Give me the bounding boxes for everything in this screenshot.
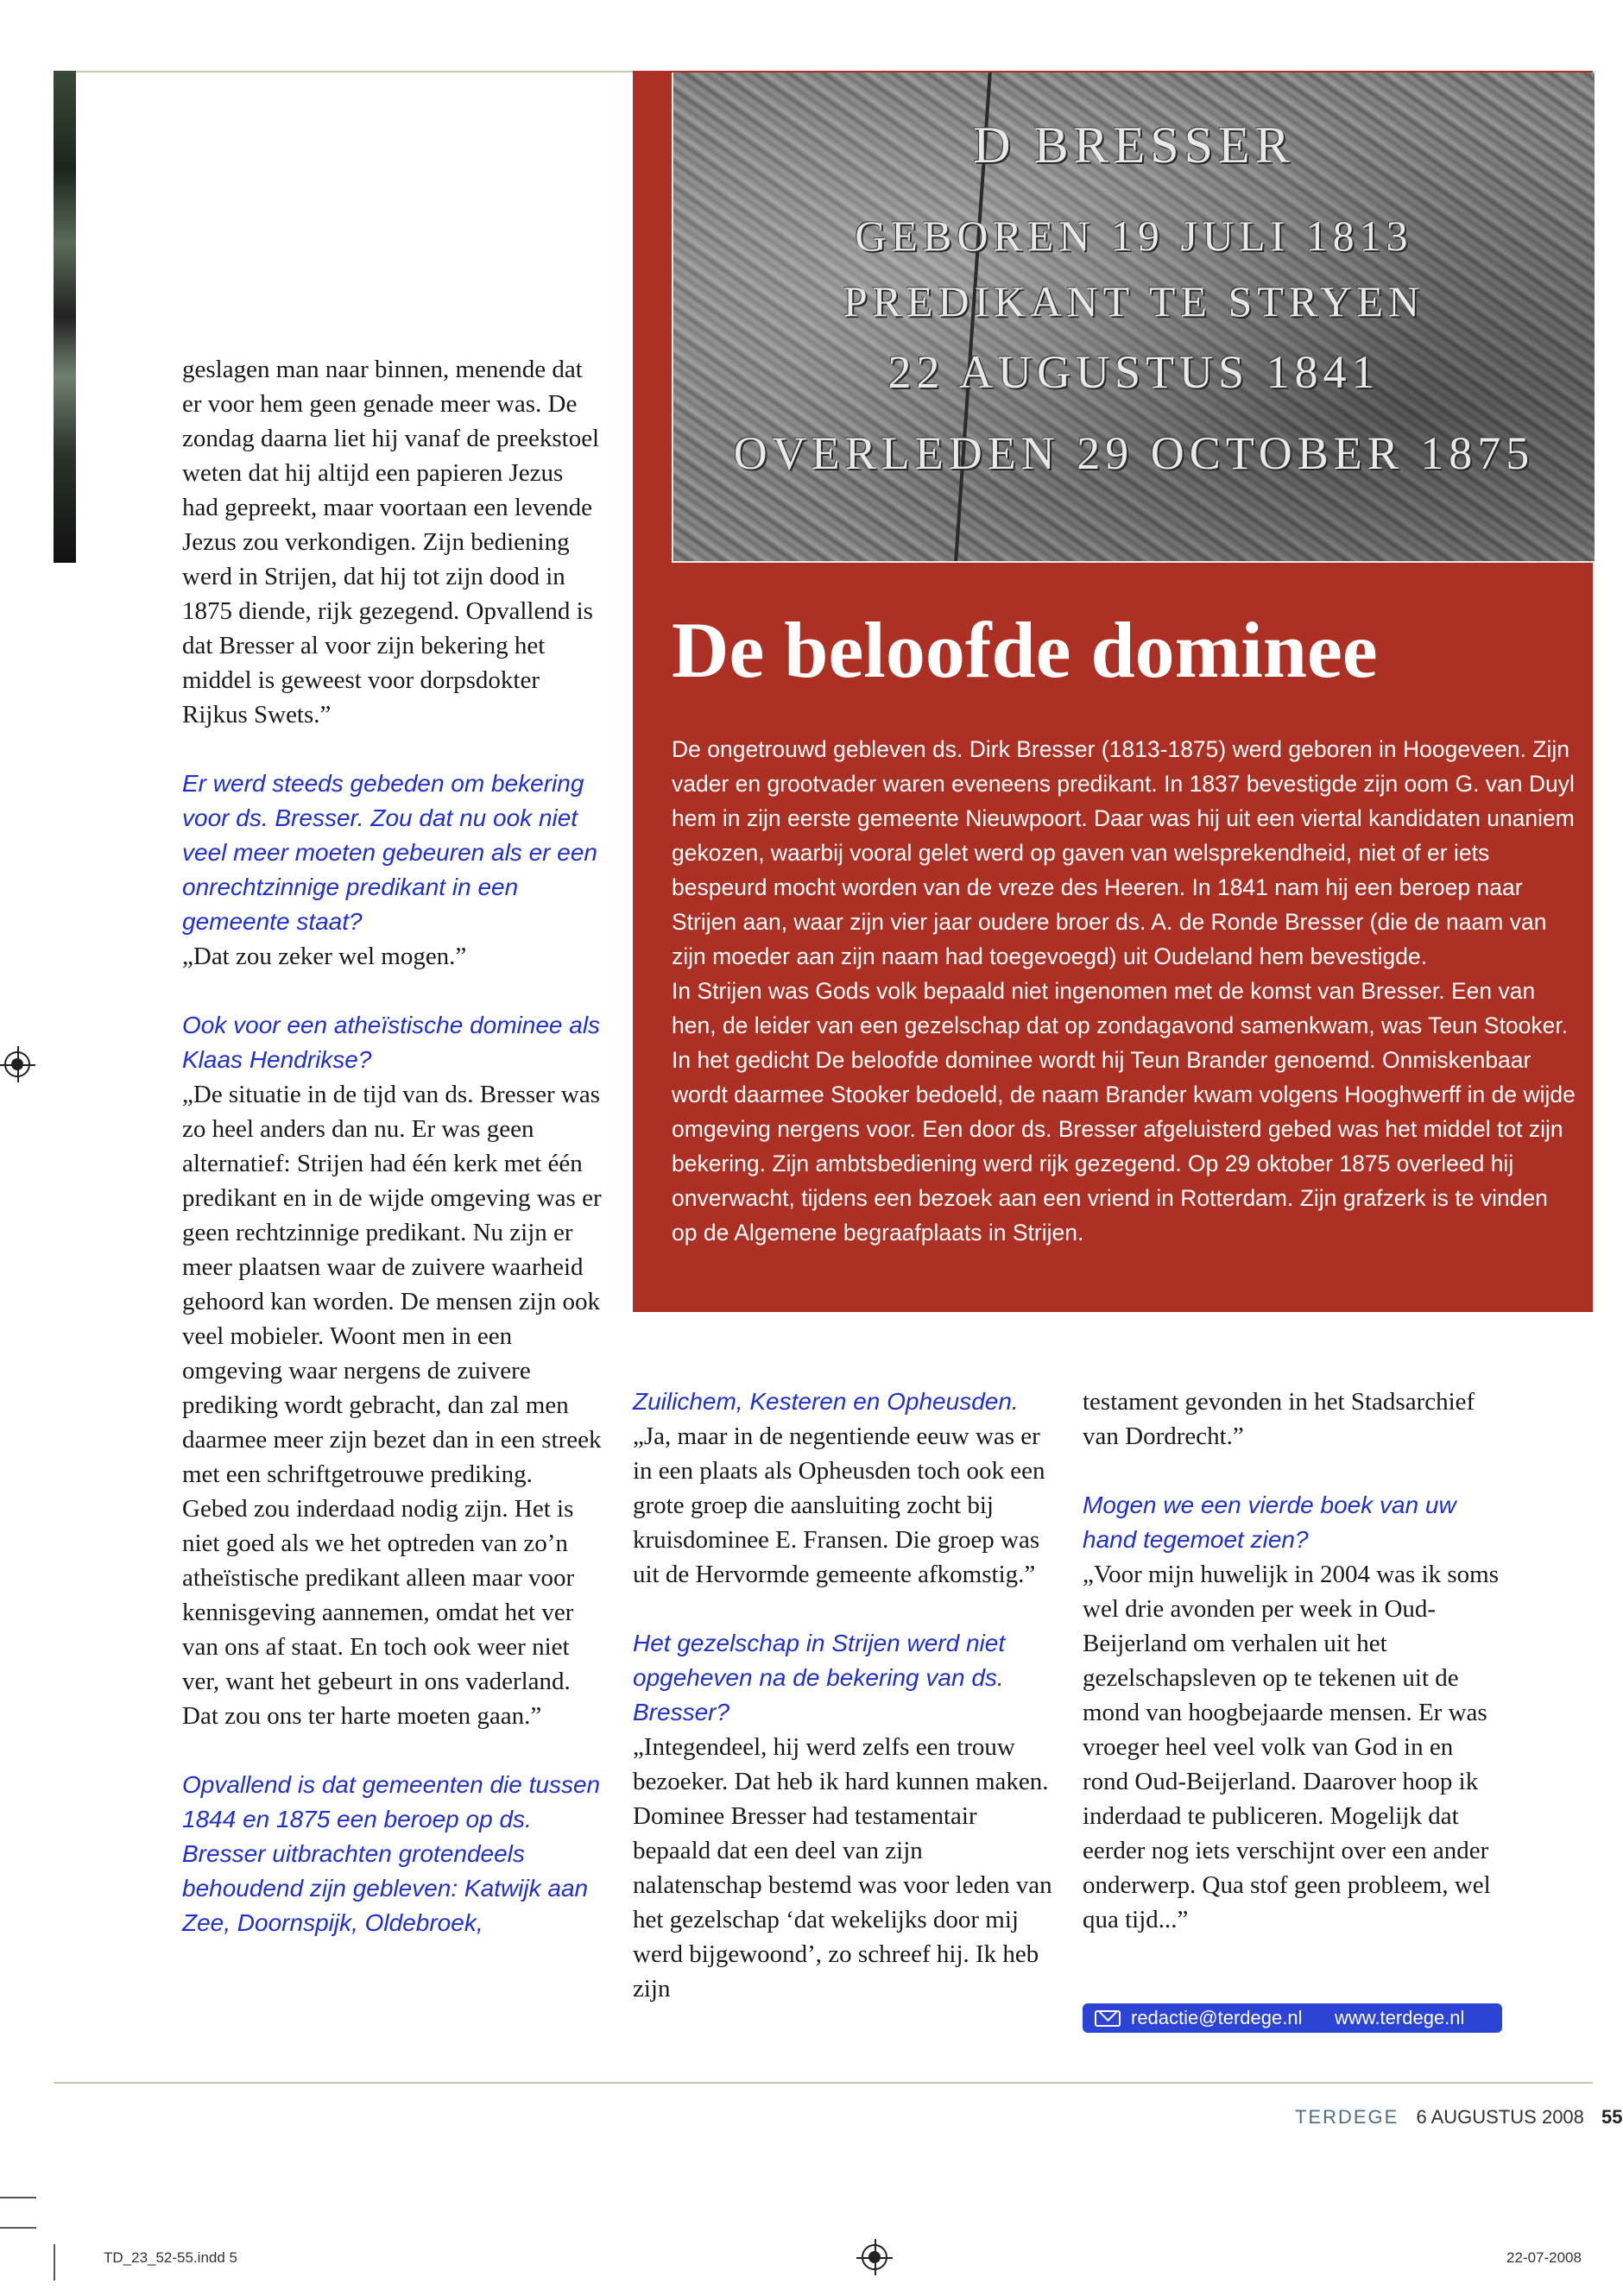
page-footer <box>1295 2106 1623 2129</box>
sidebar-text <box>672 732 1578 1250</box>
question-text: Mogen we een vierde boek van uw hand tegemoet zien? <box>1083 1492 1456 1553</box>
slug-date: 22-07-2008 <box>1506 2249 1582 2266</box>
question-text: Er werd steeds gebeden om bekering voor ds. Bresser. Zou dat nu ook niet veel meer moeten gebeuren als er een onrechtzinnige predikant in een gemeente staat? <box>182 770 597 935</box>
question-text: Zuilichem, Kesteren en Opheusden. <box>633 1388 1019 1415</box>
registration-mark-icon <box>4 1051 30 1077</box>
question-text: Ook voor een atheïstische dominee als Klaas Hendrikse? <box>182 1012 601 1073</box>
answer-text: „De situatie in de tijd van ds. Bresser was zo heel anders dan nu. Er was geen alternatief: Strijen had één kerk met één predikant en in de wijde omgeving was er geen rechtzinnige predikant. Nu zijn er meer plaatsen waar de zuivere waarheid gehoord kan worden. De mensen zijn ook veel mobieler. Woont men in een omgeving waar nergens de zuivere prediking wordt gebracht, dan zal men daarmee meer zijn bezet dan in een streek met een schriftgetrouwe prediking. Gebed zou inderdaad nodig zijn. Het is niet goed als we het optreden van zo’n atheïstische predikant alleen maar voor kennisgeving aannemen, omdat het ver van ons af staat. En toch ook weer niet ver, want het gebeurt in ons vaderland. Dat zou ons ter harte moeten gaan.” <box>182 1081 602 1730</box>
slug-filename: TD_23_52-55.indd 5 <box>104 2249 238 2266</box>
crop-mark <box>54 2244 55 2280</box>
sidebar-paragraph: De ongetrouwd gebleven ds. Dirk Bresser (1813-1875) werd geboren in Hoogeveen. Zijn vader en grootvader waren eveneens predikant. In 1837 bevestigde zijn oom G. van Duyl hem in zijn eerste gemeente Nieuwpoort. Daar was hij uit een viertal kandidaten unaniem gekozen, waarbij vooral gelet werd op gaven van welsprekendheid, niet of er iets bespeurd mocht worden van de vreze des Heeren. In 1841 nam hij een beroep naar Strijen aan, waar zijn vier jaar oudere broer ds. A. de Ronde Bresser (die de naam van zijn moeder aan zijn naam had toegevoegd) uit Oudeland hem bevestigde. <box>672 736 1575 969</box>
crop-mark <box>0 2227 36 2229</box>
sidebar-paragraph: In Strijen was Gods volk bepaald niet ingenomen met de komst van Bresser. Een van hen, de leider van een gezelschap dat op zondagavond samenkwam, was Teun Stooker. In het gedicht De beloofde dominee wordt hij Teun Brander genoemd. Onmiskenbaar wordt daarmee Stooker bedoeld, de naam Brander kwam volgens Hooghwerff in de wijde omgeving nergens voor. Een door ds. Bresser afgeluisterd gebed was het middel tot zijn bekering. Zijn ambtsbediening werd rijk gezegend. Op 29 oktober 1875 overleed hij onverwacht, tijdens een bezoek aan een vriend in Rotterdam. Zijn grafzerk is te vinden op de Algemene begraafplaats in Strijen. <box>672 978 1576 1246</box>
contact-bar <box>1083 2003 1502 2033</box>
gravestone-photo <box>672 73 1595 563</box>
crop-mark <box>0 2197 36 2198</box>
engraving-line: D BRESSER <box>973 117 1295 173</box>
engraving-line: GEBOREN 19 JULI 1813 <box>855 211 1413 260</box>
answer-text: „Integendeel, hij werd zelfs een trouw bezoeker. Dat heb ik hard kunnen maken. Dominee Bresser had testamentair bepaald dat een deel van zijn nalatenschap bestemd was voor leden van het gezelschap ‘dat wekelijks door mij werd bijgewoond’, zo schreef hij. Ik heb zijn <box>633 1733 1052 2003</box>
contact-web-link[interactable]: www.terdege.nl <box>1335 2007 1465 2028</box>
issue-date: 6 AUGUSTUS 2008 <box>1416 2106 1584 2128</box>
question-text: Het gezelschap in Strijen werd niet opgeheven na de bekering van ds. Bresser? <box>633 1630 1006 1725</box>
envelope-icon <box>1095 2010 1121 2027</box>
answer-text: „Dat zou zeker wel mogen.” <box>182 943 467 970</box>
answer-text: geslagen man naar binnen, menende dat er voor hem geen genade meer was. De zondag daarna liet hij vanaf de preekstoel weten dat hij altijd een papieren Jezus had gepreekt, maar voortaan een levende Jezus zou verkondigen. Zijn bediening werd in Strijen, dat hij tot zijn dood in 1875 diende, rijk gezegend. Opvallend is dat Bresser al voor zijn bekering het middel is geweest voor dorpsdokter Rijkus Swets.” <box>182 356 600 729</box>
question-text: Opvallend is dat gemeenten die tussen 1844 en 1875 een beroep op ds. Bresser uitbrachten grotendeels behoudend zijn gebleven: Katwijk aan Zee, Doornspijk, Oldebroek, <box>182 1771 601 1936</box>
column-3 <box>1083 1385 1502 1971</box>
photo-edge-strip <box>54 71 76 563</box>
magazine-name: TERDEGE <box>1295 2106 1399 2128</box>
registration-mark-icon <box>862 2244 887 2270</box>
answer-text: „Ja, maar in de negentiende eeuw was er in een plaats als Opheusden toch ook een grote groep die aansluiting zocht bij kruisdominee E. Fransen. Die groep was uit de Hervormde gemeente afkomstig.” <box>633 1422 1045 1588</box>
bottom-rule <box>54 2082 1593 2084</box>
answer-text: testament gevonden in het Stadsarchief van Dordrecht.” <box>1083 1388 1475 1450</box>
engraving-line: PREDIKANT TE STRYEN <box>843 277 1425 325</box>
column-1 <box>182 352 603 1975</box>
contact-email-link[interactable]: redactie@terdege.nl <box>1131 2007 1303 2028</box>
page-number: 55 <box>1601 2106 1623 2128</box>
engraving-line: OVERLEDEN 29 OCTOBER 1875 <box>733 427 1535 479</box>
engraving-line: 22 AUGUSTUS 1841 <box>887 346 1380 398</box>
sidebar-title: De beloofde dominee <box>672 606 1378 694</box>
column-2 <box>633 1385 1052 2041</box>
answer-text: „Voor mijn huwelijk in 2004 was ik soms wel drie avonden per week in Oud-Beijerland om verhalen uit het gezelschapsleven op te tekenen uit de mond van hoogbejaarde mensen. Er was vroeger heel veel volk van God in en rond Oud-Beijerland. Daarover hoop ik inderdaad te publiceren. Mogelijk dat eerder nog iets verschijnt over een ander onderwerp. Qua stof geen probleem, wel qua tijd...” <box>1083 1561 1499 1933</box>
